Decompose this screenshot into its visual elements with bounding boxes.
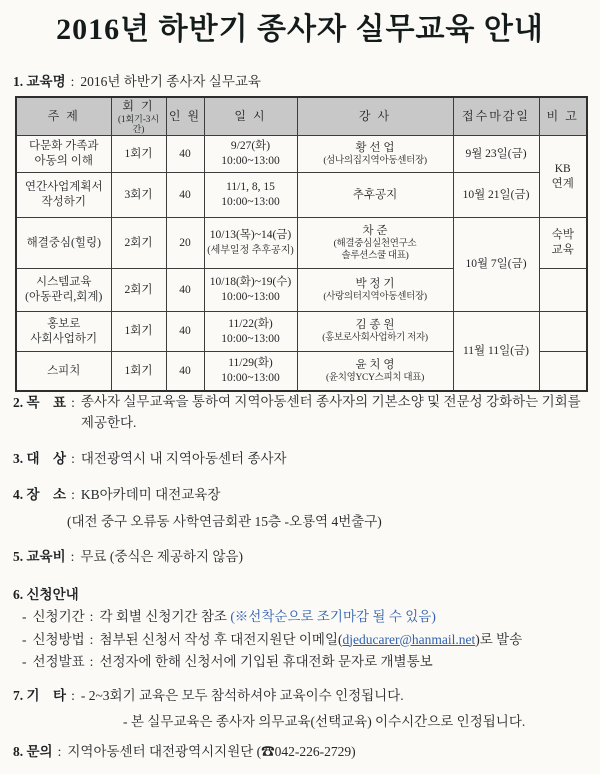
cell-deadline: 10월 21일(금) [453, 173, 539, 218]
section-7-label: 7. 기 타 [13, 688, 67, 703]
datetime-date: 11/22(화) [228, 317, 273, 330]
section-4-label: 4. 장 소 [13, 487, 67, 502]
section-fee [13, 545, 243, 565]
cell-session: 1회기 [111, 312, 166, 352]
topic-line: 홍보로 [47, 317, 81, 330]
datetime-date: 9/27(화) [230, 140, 271, 152]
cell-session: 2회기 [111, 269, 166, 312]
separator-colon: : [89, 654, 94, 669]
topic-line: (아동관리,회계) [25, 291, 103, 303]
section-target [13, 447, 287, 467]
section-3-text: 대전광역시 내 지역아동센터 종사자 [80, 451, 287, 466]
separator-colon: : [89, 609, 94, 624]
cell-capacity: 40 [166, 173, 204, 218]
section-7-line2: - 본 실무교육은 종사자 의무교육(선택교육) 이수시간으로 인정됩니다. [123, 714, 526, 729]
instructor-org: (섬나의집지역아동센터장) [323, 155, 427, 166]
datetime-date: 11/29(화) [228, 357, 273, 369]
topic-line: 시스템교육 [35, 276, 92, 288]
datetime-date: 10/18(화)~19(수) [209, 276, 292, 288]
datetime-time: 10:00~13:00 [221, 155, 280, 167]
section-6-label: 6. 신청안내 [13, 587, 79, 602]
table-row-solution-healing [16, 218, 587, 269]
table-row-annual-plan [16, 173, 587, 218]
col-header-note: 비 고 [539, 97, 587, 136]
cell-datetime [204, 218, 297, 269]
instructor-org: (사랑의터지역아동센터장) [323, 291, 427, 302]
section-5-label: 5. 교육비 [13, 549, 66, 564]
section-8-label: 8. 문의 [13, 744, 53, 759]
separator-colon: : [89, 631, 94, 647]
cell-instructor [297, 312, 453, 352]
cell-capacity: 40 [166, 269, 204, 312]
separator-colon: : [70, 549, 75, 564]
col-header-session-sub: (1회기-3시간) [117, 114, 160, 134]
section-2-label: 2. 목 표 [13, 395, 67, 410]
datetime-time: 10:00~13:00 [221, 196, 280, 208]
datetime-time: 10:00~13:00 [221, 291, 280, 303]
separator-colon: : [71, 451, 75, 466]
section-4-text: KB아카데미 대전교육장 [80, 487, 221, 502]
application-method-label: 신청방법 [32, 631, 85, 647]
section-5-text: 무료 (중식은 제공하지 않음) [80, 549, 243, 564]
table-row-multicultural [16, 136, 587, 173]
col-header-datetime: 일 시 [204, 97, 297, 136]
section-4-line1 [13, 483, 382, 503]
cell-datetime [204, 312, 297, 352]
selection-announcement-item [13, 653, 522, 671]
cell-topic: 스피치 [16, 352, 111, 392]
instructor-org: (홍보로사회사업하기 저자) [322, 333, 428, 344]
instructor-org: (해결중심실천연구소 [333, 239, 417, 249]
cell-topic [16, 136, 111, 173]
cell-capacity: 40 [166, 312, 204, 352]
education-schedule-table [15, 96, 588, 392]
list-dash: - [22, 609, 27, 624]
cell-datetime [204, 173, 297, 218]
selection-announcement-label: 선정발표 [32, 654, 85, 669]
topic-line: 다문화 가족과 [28, 140, 99, 152]
section-objective [13, 391, 581, 433]
section-1-text: 2016년 하반기 종사자 실무교육 [80, 74, 261, 89]
instructor-org: (윤치영YCY스피치 대표) [326, 372, 424, 383]
list-dash: - [22, 654, 27, 669]
cell-topic: 해결중심(힐링) [16, 218, 111, 269]
cell-capacity: 40 [166, 352, 204, 392]
cell-deadline: 9월 23일(금) [453, 136, 539, 173]
cell-session: 2회기 [111, 218, 166, 269]
cell-note-kb [539, 136, 587, 218]
cell-session: 3회기 [111, 173, 166, 218]
cell-session: 1회기 [111, 136, 166, 173]
col-header-instructor: 강 사 [297, 97, 453, 136]
cell-note-lodging [539, 218, 587, 269]
application-period-label: 신청기간 [32, 609, 85, 624]
separator-colon: : [70, 74, 75, 89]
section-8-text: 지역아동센터 대전광역시지원단 (☎042-226-2729) [67, 744, 356, 759]
first-come-notice: (※선착순으로 조기마감 될 수 있음) [230, 609, 436, 624]
table-header-row [16, 97, 587, 136]
col-header-session-main: 회 기 [122, 99, 155, 113]
application-method-item [13, 631, 522, 649]
section-7-line1-wrap [13, 684, 525, 704]
application-method-text-post: )로 발송 [475, 631, 523, 647]
cell-note-empty [539, 352, 587, 392]
separator-colon: : [57, 744, 62, 759]
note-line: 숙박 [551, 229, 574, 241]
col-header-capacity: 인 원 [166, 97, 204, 136]
instructor-name: 김 종 원 [355, 319, 395, 332]
separator-colon: : [71, 395, 75, 410]
cell-note-empty [539, 312, 587, 352]
table-row-pr-socialwork [16, 312, 587, 352]
cell-instructor [297, 352, 453, 392]
cell-topic [16, 269, 111, 312]
cell-datetime [204, 269, 297, 312]
section-7-line1: - 2~3회기 교육은 모두 참석하셔야 교육이수 인정됩니다. [80, 688, 404, 703]
instructor-name: 차 준 [362, 225, 388, 237]
section-application-guide [13, 583, 522, 671]
cell-deadline: 11월 11일(금) [453, 312, 539, 392]
note-line: 연계 [551, 177, 574, 190]
cell-datetime [204, 136, 297, 173]
cell-datetime [204, 352, 297, 392]
section-3-label: 3. 대 상 [13, 451, 67, 466]
cell-instructor [297, 269, 453, 312]
datetime-time: 10:00~13:00 [221, 372, 280, 384]
section-1-label: 1. 교육명 [13, 74, 66, 89]
separator-colon: : [71, 688, 75, 703]
separator-colon: : [71, 487, 75, 502]
section-contact [13, 740, 356, 760]
cell-topic [16, 173, 111, 218]
document-title: 2016년 하반기 종사자 실무교육 안내 [56, 13, 544, 46]
section-location [13, 483, 382, 530]
datetime-time: 10:00~13:00 [221, 332, 280, 345]
datetime-note: (세부일정 추후공지) [207, 245, 294, 256]
topic-line: 연간사업계획서 [24, 181, 103, 193]
cell-topic [16, 312, 111, 352]
instructor-name: 황 선 업 [355, 141, 395, 154]
application-method-text-pre: 첨부된 신청서 작성 후 대전지원단 이메일( [99, 631, 343, 647]
application-period-text: 각 회별 신청기간 참조 [99, 609, 231, 624]
instructor-org: 솔루션스쿨 대표) [341, 250, 409, 261]
col-header-topic: 주 제 [16, 97, 111, 136]
note-line: 교육 [551, 244, 574, 256]
cell-note-empty [539, 269, 587, 312]
topic-line: 작성하기 [41, 196, 86, 208]
email-link[interactable]: djeducarer@hanmail.net [342, 631, 476, 647]
cell-instructor [297, 218, 453, 269]
topic-line: 아동의 이해 [34, 155, 93, 167]
col-header-deadline: 접수마감일 [453, 97, 539, 136]
cell-instructor: 추후공지 [297, 173, 453, 218]
topic-line: 사회사업하기 [30, 332, 98, 345]
cell-deadline: 10월 7일(금) [453, 218, 539, 312]
datetime-date: 10/13(목)~14(금) [209, 229, 292, 241]
note-line: KB [554, 162, 571, 175]
instructor-name: 윤 치 영 [355, 358, 395, 371]
cell-capacity: 20 [166, 218, 204, 269]
section-education-name [13, 70, 261, 90]
application-period-item [13, 608, 522, 626]
cell-session: 1회기 [111, 352, 166, 392]
col-header-session [111, 97, 166, 136]
cell-instructor [297, 136, 453, 173]
list-dash: - [22, 631, 27, 647]
instructor-name: 박 정 기 [355, 277, 395, 290]
section-4-address: (대전 중구 오류동 사학연금회관 15층 -오룡역 4번출구) [67, 514, 382, 529]
section-2-text: 종사자 실무교육을 통하여 지역아동센터 종사자의 기본소양 및 전문성 강화하는 기회를 제공한다. [80, 394, 581, 430]
section-etc [13, 684, 525, 730]
selection-announcement-text: 선정자에 한해 신청서에 기입된 휴대전화 문자로 개별통보 [99, 654, 433, 669]
cell-capacity: 40 [166, 136, 204, 173]
datetime-date: 11/1, 8, 15 [226, 181, 275, 193]
